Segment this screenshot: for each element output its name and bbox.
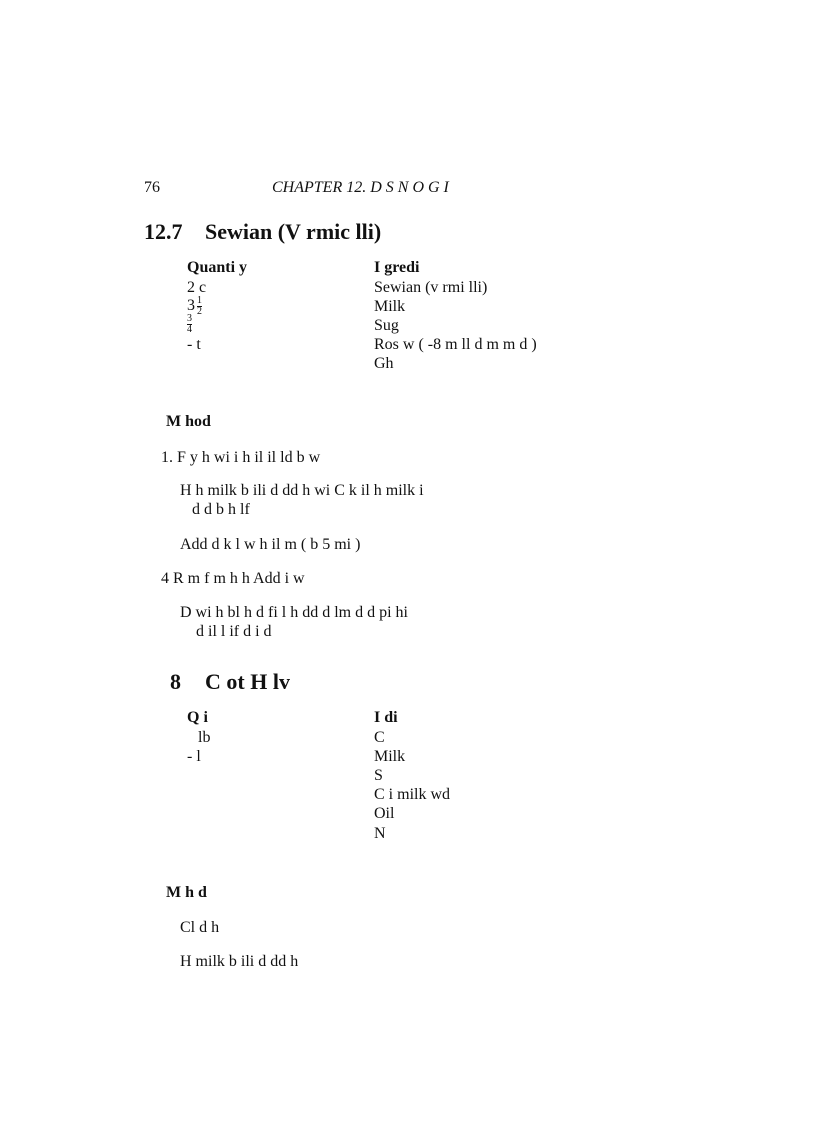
method-step-continuation: d il l if d i d [196, 623, 272, 640]
method-heading: M h d [166, 884, 207, 901]
method-step: H h milk b ili d dd h wi C k il h milk i [180, 482, 424, 499]
method-step: 4 R m f m h h Add i w [161, 570, 305, 587]
ingredient-cell: C [374, 729, 385, 746]
page-number: 76 [144, 179, 160, 196]
ingredient-cell: Sewian (v rmi lli) [374, 279, 488, 296]
ingredient-cell: Milk [374, 748, 406, 765]
method-step: H milk b ili d dd h [180, 953, 299, 970]
quantity-cell: - l [187, 748, 201, 765]
chapter-running-head: CHAPTER 12. D S N O G I [272, 179, 449, 196]
method-heading: M hod [166, 413, 211, 430]
ingredient-column-header: I di [374, 709, 398, 726]
ingredient-column-header: I gredi [374, 259, 420, 276]
quantity-whole: 3 [187, 297, 195, 315]
fraction [187, 314, 192, 335]
ingredient-cell: C i milk wd [374, 786, 451, 803]
quantity-column-header: Quanti y [187, 259, 248, 276]
section-number: 8 [170, 669, 181, 694]
quantity-cell: 2 c [187, 279, 207, 296]
ingredient-cell: Ros w ( -8 m ll d m m d ) [374, 336, 537, 353]
method-step: D wi h bl h d fi l h dd d lm d d pi hi [180, 604, 408, 621]
quantity-column-header: Q i [187, 709, 208, 726]
fraction-denominator: 4 [187, 324, 192, 335]
section-title: C ot H lv [205, 669, 290, 694]
ingredient-cell: Oil [374, 805, 395, 822]
ingredient-cell: Sug [374, 317, 399, 334]
quantity-cell [185, 314, 192, 335]
ingredient-cell: S [374, 767, 383, 784]
ingredient-cell: Milk [374, 298, 406, 315]
fraction-numerator: 1 [197, 295, 202, 306]
quantity-cell: lb [198, 729, 211, 746]
fraction-denominator: 2 [197, 306, 202, 317]
ingredient-cell: Gh [374, 355, 394, 372]
section-title: Sewian (V rmic lli) [205, 219, 382, 244]
ingredient-cell: N [374, 825, 386, 842]
method-step-continuation: d d b h lf [192, 501, 250, 518]
method-step: Add d k l w h il m ( b 5 mi ) [180, 536, 361, 553]
fraction [197, 296, 202, 317]
method-step: 1. F y h wi i h il il ld b w [161, 449, 321, 466]
section-number: 12.7 [144, 219, 183, 244]
fraction-numerator: 3 [187, 313, 192, 324]
quantity-cell: - t [187, 336, 201, 353]
method-step: Cl d h [180, 919, 220, 936]
